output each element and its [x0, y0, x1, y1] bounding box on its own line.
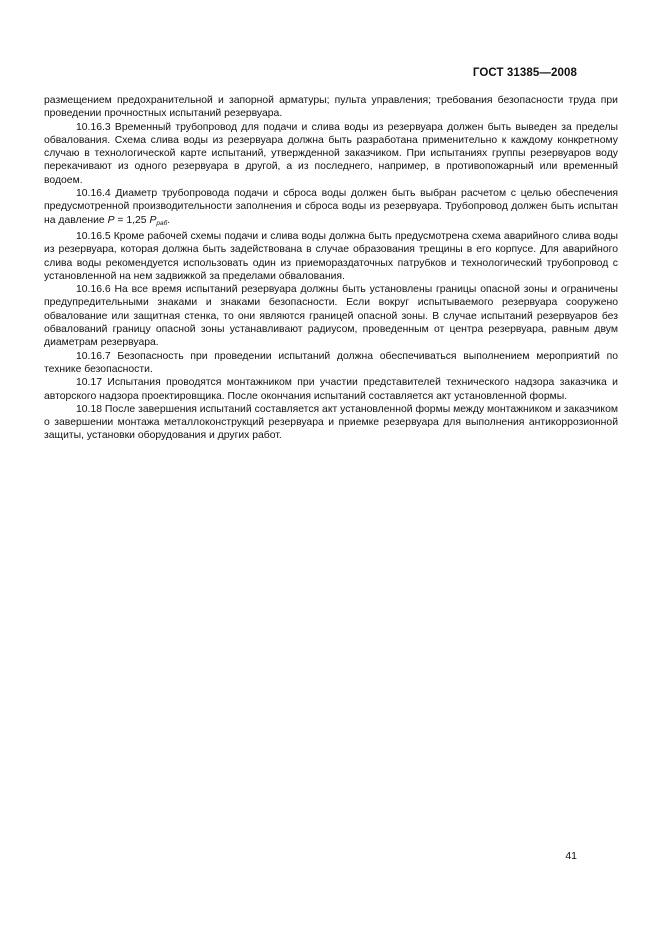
formula-equals: = 1,25	[114, 214, 150, 226]
paragraph-10-16-3: 10.16.3 Временный трубопровод для подачи и слива воды из резервуара должен быть выведен за пределы обвалования. Схема слива воды из резервуара должна быть разработана применительно к каждому конкретному случаю в технологической карте испытаний, утвержденной заказчиком. При испытаниях группы резервуаров воду перекачивают из одного резервуара в другой, а из последнего, например, в противопожарный или временный водоем.	[44, 121, 618, 186]
formula-working-subscript: раб	[156, 219, 168, 227]
paragraph-10-16-4-text: 10.16.4 Диаметр трубопровода подачи и сброса воды должен быть выбран расчетом с целью обеспечения предусмотренной производительности заполнения и сброса воды из резервуара. Трубопровод должен быть испытан на давление	[44, 188, 618, 226]
formula-end: .	[167, 214, 171, 226]
paragraph-10-17: 10.17 Испытания проводятся монтажником при участии представителей технического надзора заказчика и авторского надзора проектировщика. После окончания испытаний составляется акт установленной формы.	[44, 377, 618, 402]
paragraph-10-16-4	[44, 187, 618, 230]
paragraph-10-16-7: 10.16.7 Безопасность при проведении испытаний должна обеспечиваться выполнением мероприятий по технике безопасности.	[44, 350, 618, 375]
page-number: 41	[565, 850, 577, 862]
paragraph-10-16-5: 10.16.5 Кроме рабочей схемы подачи и слива воды должна быть предусмотрена схема аварийного слива воды из резервуара, которая должна быть задействована в случае образования трещины в его корпусе. Для аварийного слива воды рекомендуется использовать один из приемораздаточных патрубков и технологический трубопровод с установленной на нем задвижкой за пределами обвалования.	[44, 230, 618, 282]
formula-pressure-var: P	[107, 214, 115, 226]
paragraph-continuation: размещением предохранительной и запорной арматуры; пульта управления; требования безопасности труда при проведении прочностных испытаний резервуара.	[44, 95, 618, 120]
document-body	[44, 94, 618, 443]
document-standard-header: ГОСТ 31385—2008	[472, 67, 577, 79]
paragraph-10-16-6: 10.16.6 На все время испытаний резервуара должны быть установлены границы опасной зоны и ограничены предупредительными знаками и знаками безопасности. Если вокруг испытываемого резервуара сооружено обвалование или защитная стенка, то они являются границей опасной зоны. В случае испытаний резервуаров без обвалований границу опасной зоны устанавливают радиусом, проведенным от центра резервуара, равным двум диаметрам резервуара.	[44, 284, 618, 349]
formula-working-pressure-var: P	[149, 214, 157, 226]
paragraph-10-18: 10.18 После завершения испытаний составляется акт установленной формы между монтажником и заказчиком о завершении монтажа металлоконструкций резервуара и приемке резервуара для выполнения антикоррозионной защиты, установки оборудования и других работ.	[44, 403, 618, 442]
